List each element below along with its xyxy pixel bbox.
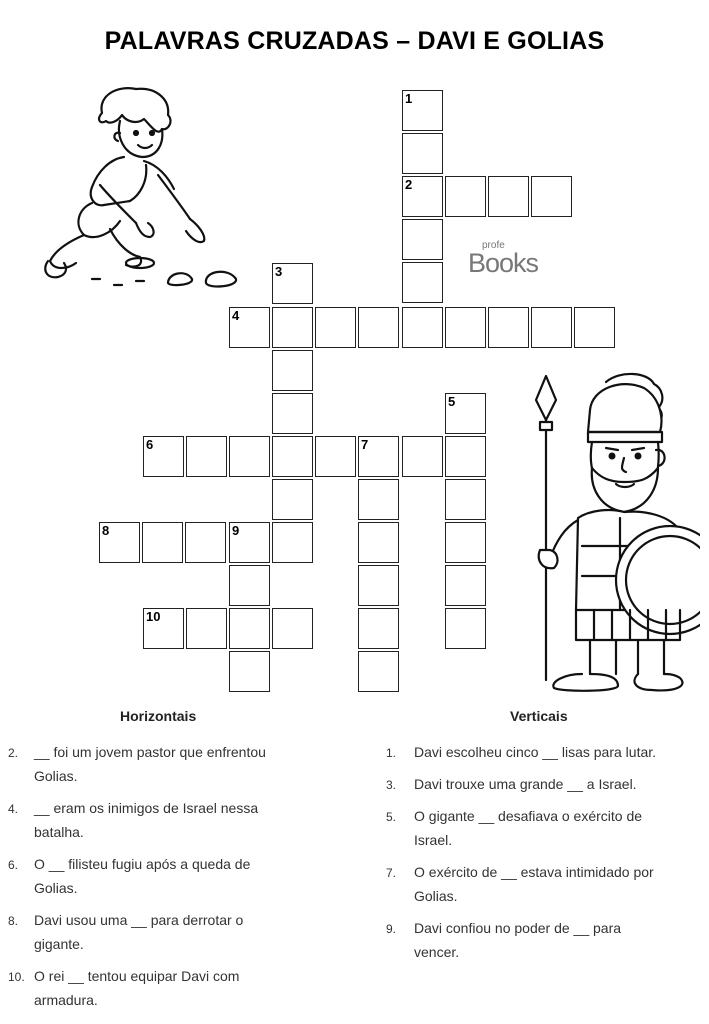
crossword-cell[interactable] xyxy=(445,479,486,520)
crossword-cell[interactable] xyxy=(229,522,270,563)
crossword-cell[interactable] xyxy=(272,350,313,391)
crossword-cell[interactable] xyxy=(445,565,486,606)
vertical-clues-heading: Verticais xyxy=(510,708,568,724)
page-title: PALAVRAS CRUZADAS – DAVI E GOLIAS xyxy=(104,27,605,55)
crossword-cell[interactable] xyxy=(272,608,313,649)
crossword-cell[interactable] xyxy=(402,262,443,303)
crossword-cell[interactable] xyxy=(402,90,443,131)
crossword-cell[interactable] xyxy=(488,176,529,217)
crossword-cell[interactable] xyxy=(229,608,270,649)
crossword-cell[interactable] xyxy=(272,263,313,304)
clue-item: 1. Davi escolheu cinco __ lisas para lutar. xyxy=(386,744,657,760)
crossword-cell[interactable] xyxy=(99,522,140,563)
boy-picking-stones-illustration xyxy=(40,85,250,295)
crossword-cell[interactable] xyxy=(185,522,226,563)
clue-number: 6 xyxy=(146,437,154,452)
crossword-cell[interactable] xyxy=(229,651,270,692)
crossword-cell[interactable] xyxy=(272,436,313,477)
crossword-cell[interactable] xyxy=(272,393,313,434)
crossword-cell[interactable] xyxy=(142,522,183,563)
crossword-cell[interactable] xyxy=(358,436,399,477)
clue-number: 2 xyxy=(405,177,413,192)
clue-number: 3 xyxy=(275,264,283,279)
crossword-cell[interactable] xyxy=(315,436,356,477)
crossword-cell[interactable] xyxy=(272,479,313,520)
crossword-cell[interactable] xyxy=(143,608,184,649)
crossword-cell[interactable] xyxy=(402,176,443,217)
crossword-cell[interactable] xyxy=(402,307,443,348)
crossword-cell[interactable] xyxy=(445,608,486,649)
clue-item: 5. O gigante __ desafiava o exército de Israel. xyxy=(386,808,643,848)
goliath-soldier-illustration xyxy=(520,370,700,700)
crossword-cell[interactable] xyxy=(186,608,227,649)
crossword-cell[interactable] xyxy=(272,307,313,348)
clue-item: 4. __ eram os inimigos de Israel nessa batalha. xyxy=(8,800,259,840)
crossword-cell[interactable] xyxy=(445,393,486,434)
clue-item: 9. Davi confiou no poder de __ para vencer. xyxy=(386,920,622,960)
clue-number: 5 xyxy=(448,394,456,409)
crossword-cell[interactable] xyxy=(445,307,486,348)
crossword-cell[interactable] xyxy=(358,522,399,563)
crossword-cell[interactable] xyxy=(531,307,572,348)
clue-number: 9 xyxy=(232,523,240,538)
crossword-cell[interactable] xyxy=(358,307,399,348)
clue-number: 10 xyxy=(146,609,161,624)
crossword-cell[interactable] xyxy=(358,479,399,520)
crossword-cell[interactable] xyxy=(358,651,399,692)
crossword-cell[interactable] xyxy=(315,307,356,348)
crossword-cell[interactable] xyxy=(445,436,486,477)
clue-number: 4 xyxy=(232,308,240,323)
clue-item: 6. O __ filisteu fugiu após a queda de Golias. xyxy=(8,856,251,896)
clue-item: 8. Davi usou uma __ para derrotar o gigante. xyxy=(8,912,244,952)
crossword-cell[interactable] xyxy=(445,522,486,563)
crossword-cell[interactable] xyxy=(402,133,443,174)
clue-item: 3. Davi trouxe uma grande __ a Israel. xyxy=(386,776,637,792)
crossword-cell[interactable] xyxy=(229,565,270,606)
crossword-cell[interactable] xyxy=(143,436,184,477)
clue-item: 7. O exército de __ estava intimidado por Golias. xyxy=(386,864,654,904)
clue-item: 10. O rei __ tentou equipar Davi com armadura. xyxy=(8,968,240,1008)
crossword-cell[interactable] xyxy=(531,176,572,217)
clue-number: 8 xyxy=(102,523,110,538)
clue-item: 2. __ foi um jovem pastor que enfrentou Golias. xyxy=(8,744,266,784)
clue-number: 1 xyxy=(405,91,413,106)
crossword-cell[interactable] xyxy=(488,307,529,348)
clue-number: 7 xyxy=(361,437,369,452)
crossword-cell[interactable] xyxy=(402,436,443,477)
crossword-cell[interactable] xyxy=(358,608,399,649)
crossword-cell[interactable] xyxy=(445,176,486,217)
horizontal-clues-heading: Horizontais xyxy=(120,708,197,724)
crossword-cell[interactable] xyxy=(358,565,399,606)
crossword-cell[interactable] xyxy=(229,307,270,348)
crossword-cell[interactable] xyxy=(272,522,313,563)
crossword-cell[interactable] xyxy=(574,307,615,348)
crossword-cell[interactable] xyxy=(229,436,270,477)
crossword-cell[interactable] xyxy=(402,219,443,260)
crossword-cell[interactable] xyxy=(186,436,227,477)
